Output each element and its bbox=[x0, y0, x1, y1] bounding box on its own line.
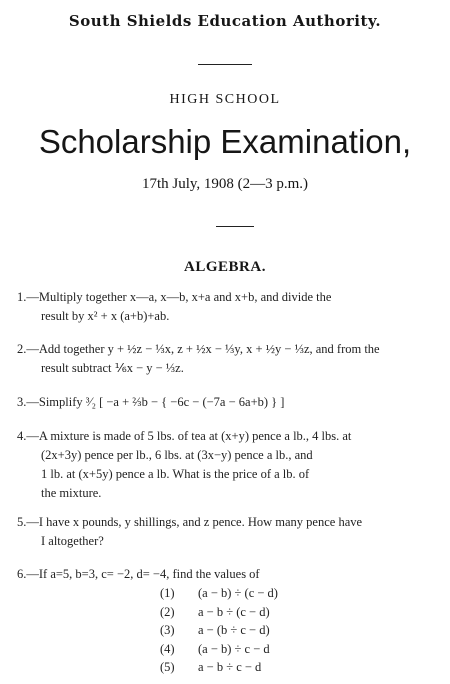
sub-item-number: (4) bbox=[160, 641, 175, 656]
sub-item bbox=[160, 584, 278, 603]
sub-item-expression: a − b ÷ c − d bbox=[198, 660, 262, 674]
sub-item-expression: (a − b) ÷ c − d bbox=[198, 641, 270, 656]
sub-item-number: (3) bbox=[160, 623, 175, 637]
exam-title: Scholarship Examination, bbox=[38, 123, 412, 160]
question-text: result by x² + x (a+b)+ab. bbox=[41, 309, 170, 323]
sub-item-expression: a − (b ÷ c − d) bbox=[198, 623, 270, 637]
sub-item bbox=[160, 658, 278, 677]
sub-item bbox=[160, 603, 278, 622]
divider-rule bbox=[198, 64, 252, 65]
question-text: I altogether? bbox=[41, 534, 104, 548]
sub-item-list bbox=[160, 584, 278, 677]
authority-heading: South Shields Education Authority. bbox=[68, 12, 382, 30]
exam-date: 17th July, 1908 (2—3 p.m.) bbox=[141, 176, 309, 192]
question-4 bbox=[17, 427, 442, 503]
sub-item bbox=[160, 640, 278, 659]
divider-rule bbox=[216, 226, 254, 227]
question-text: 4.—A mixture is made of 5 lbs. of tea at (x+y) pence a lb., 4 lbs. at bbox=[17, 429, 352, 443]
sub-item-expression: a − b ÷ (c − d) bbox=[198, 604, 270, 619]
question-6 bbox=[17, 565, 442, 584]
question-3 bbox=[17, 393, 442, 412]
question-text: the mixture. bbox=[41, 486, 102, 500]
question-1 bbox=[17, 288, 442, 326]
question-text: (2x+3y) pence per lb., 6 lbs. at (3x−y) pence a lb., and bbox=[41, 448, 313, 462]
question-5 bbox=[17, 513, 442, 551]
school-heading: HIGH SCHOOL bbox=[169, 92, 281, 107]
subject-heading: ALGEBRA. bbox=[184, 259, 266, 275]
question-text: 6.—If a=5, b=3, c= −2, d= −4, find the values of bbox=[17, 567, 260, 581]
question-text: 1.—Multiply together x—a, x—b, x+a and x+b, and divide the bbox=[17, 290, 332, 304]
sub-item-number: (2) bbox=[160, 604, 175, 619]
sub-item bbox=[160, 621, 278, 640]
question-text: 3.—Simplify ³⁄₂ [ −a + ⅔b − { −6c − (−7a − 6a+b) } ] bbox=[17, 395, 285, 409]
question-text: result subtract ⅙x − y − ⅓z. bbox=[41, 361, 184, 375]
question-2 bbox=[17, 340, 442, 378]
question-text: 5.—I have x pounds, y shillings, and z pence. How many pence have bbox=[17, 515, 363, 529]
sub-item-number: (5) bbox=[160, 660, 175, 674]
sub-item-expression: (a − b) ÷ (c − d) bbox=[198, 586, 278, 600]
question-text: 1 lb. at (x+5y) pence a lb. What is the price of a lb. of bbox=[41, 467, 310, 481]
sub-item-number: (1) bbox=[160, 586, 175, 600]
question-text: 2.—Add together y + ½z − ⅓x, z + ½x − ⅓y, x + ½y − ⅓z, and from the bbox=[17, 342, 380, 356]
